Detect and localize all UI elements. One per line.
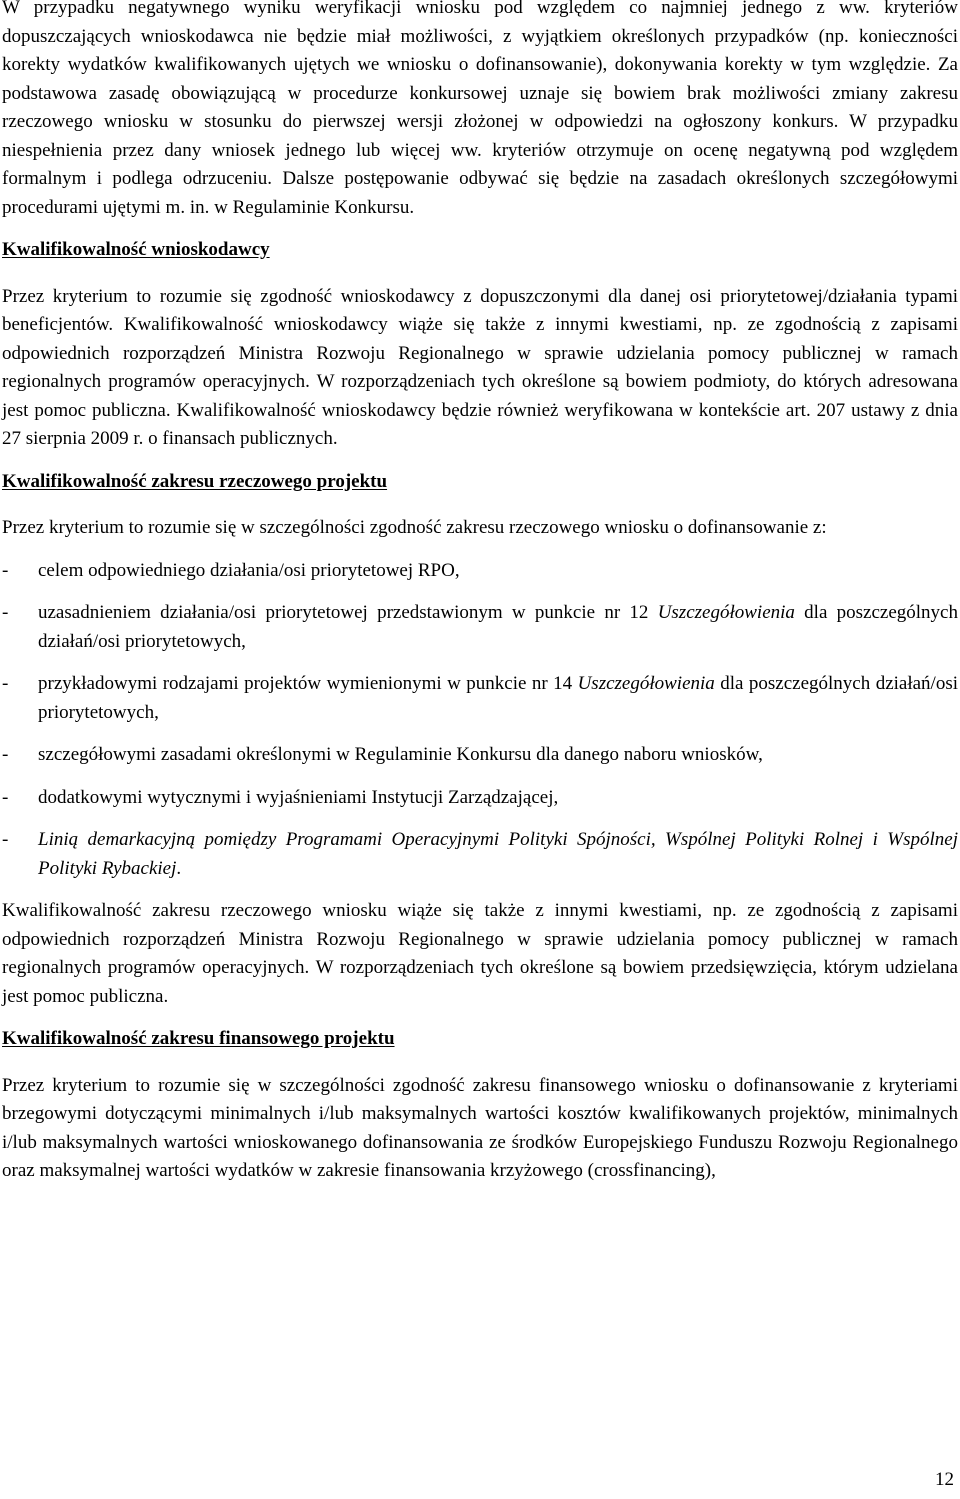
list-item-text: dla poszczególnych działań/osi priorytetowych,	[38, 673, 958, 723]
list-item-text: dla poszczególnych działań/osi priorytetowych,	[38, 602, 958, 652]
list-item	[2, 599, 958, 656]
section-heading-scope: Kwalifikowalność zakresu rzeczowego projektu	[2, 470, 388, 492]
scope-outro-paragraph: Kwalifikowalność zakresu rzeczowego wniosku wiąże się także z innymi kwestiami, np. ze zgodnością z zapisami odpowiednich rozporządzeń Ministra Rozwoju Regionalnego w sprawie udzielania pomocy publicznej w ramach regionalnych programów operacyjnych. W rozporządzeniach tych określone są bowiem przedsięwzięcia, którym udzielana jest pomoc publiczna.	[2, 900, 958, 1007]
list-item-italic-text: Linią demarkacyjną pomiędzy Programami Operacyjnymi Polityki Spójności, Wspólnej Polityki Rolnej i Wspólnej Polityki Rybackiej	[38, 829, 958, 879]
scope-criteria-list	[2, 557, 958, 884]
list-item-italic-text: Uszczegółowienia	[577, 673, 715, 694]
intro-paragraph: W przypadku negatywnego wyniku weryfikacji wniosku pod względem co najmniej jednego z ww. kryteriów dopuszczających wnioskodawca nie będzie miał możliwości, z wyjątkiem określonych przypadków (np. konieczności korekty wydatków kwalifikowanych ujętych we wniosku o dofinansowanie), dokonywania korekty w tym względzie. Za podstawowa zasadę obowiązującą w procedurze konkursowej uznaje się bowiem brak możliwości zmiany zakresu rzeczowego wniosku w stosunku do pierwszej wersji złożonej w odpowiedzi na ogłoszony konkurs. W przypadku niespełnienia przez dany wniosek jednego lub więcej ww. kryteriów otrzymuje on ocenę negatywną pod względem formalnym i podlega odrzuceniu. Dalsze postępowanie odbywać się będzie na zasadach określonych szczegółowymi procedurami ujętymi m. in. w Regulaminie Konkursu.	[2, 0, 958, 218]
applicant-paragraph: Przez kryterium to rozumie się zgodność wnioskodawcy z dopuszczonymi dla danej osi priorytetowej/działania typami beneficjentów. Kwalifikowalność wnioskodawcy wiąże się także z innymi kwestiami, np. ze zgodnością z zapisami odpowiednich rozporządzeń Ministra Rozwoju Regionalnego w sprawie udzielania pomocy publicznej w ramach regionalnych programów operacyjnych. W rozporządzeniach tych określone są bowiem podmioty, do których adresowana jest pomoc publiczna. Kwalifikowalność wnioskodawcy będzie również weryfikowana w kontekście art. 207 ustawy z dnia 27 sierpnia 2009 r. o finansach publicznych.	[2, 285, 958, 449]
financial-paragraph: Przez kryterium to rozumie się w szczególności zgodność zakresu finansowego wniosku o dofinansowanie z kryteriami brzegowymi dotyczącymi minimalnych i/lub maksymalnych wartości kosztów kwalifikowanych projektów, minimalnych i/lub maksymalnych wartości wnioskowanego dofinansowania ze środków Europejskiego Funduszu Rozwoju Regionalnego oraz maksymalnej wartości wydatków w zakresie finansowania krzyżowego (crossfinancing),	[2, 1074, 958, 1181]
list-dash: -	[2, 786, 9, 808]
list-item	[2, 670, 958, 727]
list-dash: -	[2, 673, 9, 694]
list-item-text: przykładowymi rodzajami projektów wymienionymi w punkcie nr 14	[38, 673, 578, 694]
list-dash: -	[2, 602, 9, 623]
list-item	[2, 826, 958, 883]
list-item-text: celem odpowiedniego działania/osi priorytetowej RPO,	[38, 559, 460, 581]
list-item-text: szczegółowymi zasadami określonymi w Regulaminie Konkursu dla danego naboru wniosków,	[38, 744, 763, 765]
list-item-text: dodatkowymi wytycznymi i wyjaśnieniami Instytucji Zarządzającej,	[38, 786, 559, 808]
list-item-text: uzasadnieniem działania/osi priorytetowej przedstawionym w punkcie nr 12	[38, 602, 658, 623]
list-dash: -	[2, 559, 9, 581]
scope-intro-paragraph: Przez kryterium to rozumie się w szczególności zgodność zakresu rzeczowego wniosku o dofinansowanie z:	[2, 517, 827, 538]
page-number: 12	[935, 1469, 954, 1490]
section-heading-applicant: Kwalifikowalność wnioskodawcy	[2, 239, 270, 260]
list-item-text: .	[176, 857, 182, 879]
list-item	[2, 741, 958, 770]
list-dash: -	[2, 829, 9, 850]
list-dash: -	[2, 744, 9, 765]
section-heading-financial: Kwalifikowalność zakresu finansowego projektu	[2, 1028, 395, 1049]
document-body	[2, 0, 958, 1186]
list-item	[2, 557, 958, 586]
list-item	[2, 784, 958, 813]
list-item-italic-text: Uszczegółowienia	[657, 602, 795, 623]
